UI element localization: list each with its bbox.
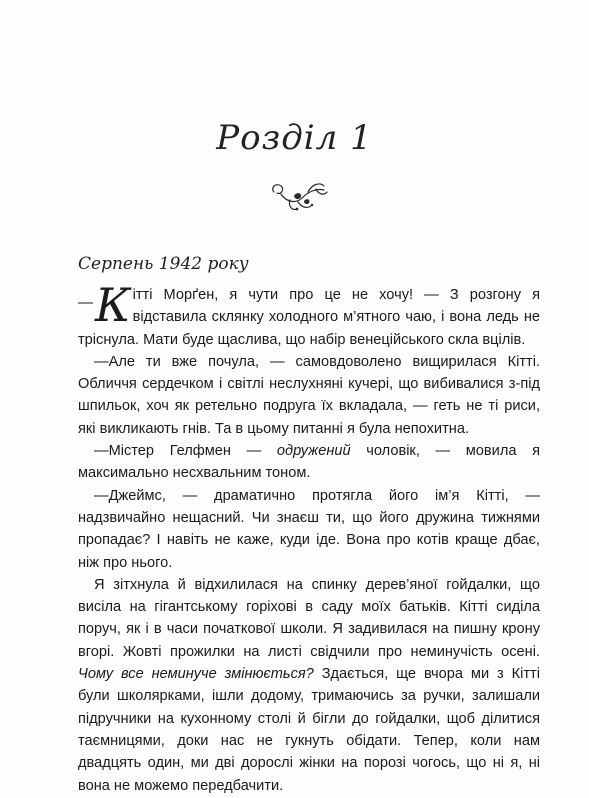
floral-swirl-icon xyxy=(268,178,330,216)
date-heading: Серпень 1942 року xyxy=(78,254,249,274)
paragraph-3-emphasis: одружений xyxy=(276,443,351,460)
paragraph-5 xyxy=(78,574,540,797)
paragraph-5-text-start: Я зітхнула й відхилилася на спинку дерев’яної гойдалки, що висіла на гігантському горіхові в саду моїх батьків. Кітті сиділа поруч, як і в часи початкової школи. Я задивилася на пишну крону вгорі. Жовті прожилки на листі свідчили про неминучість осені. xyxy=(78,576,540,660)
drop-cap: К xyxy=(95,278,131,332)
paragraph-3-text-end: чоловік, — мовила я максимально несхвальним тоном. xyxy=(78,443,541,482)
chapter-title: Розділ 1 xyxy=(216,118,373,158)
paragraph-1-text: ітті Морґен, я чути про це не хочу! — З розгону я відставила склянку холодного м’ятного чаю, і вона ледь не тріснула. Мати буде щаслива, що набір венеційського скла вцілів. xyxy=(78,287,540,348)
paragraph-5-emphasis: Чому все неминуче змінюється? xyxy=(78,666,314,683)
paragraph-3 xyxy=(78,440,540,485)
paragraph-1 xyxy=(78,278,540,351)
paragraph-3-text-start: —Містер Гелфмен — xyxy=(94,443,277,460)
paragraph-2-text: —Але ти вже почула, — самовдоволено вищирилася Кітті. Обличчя сердечком і світлі неслухняні кучері, що вибивалися з-під шпильок, хоч як ретельно подруга їх вкладала, — геть не ті риси, які викликають гнів. Та в цьому питанні я була непохитна. xyxy=(78,353,540,437)
body-text xyxy=(78,278,541,797)
paragraph-2 xyxy=(78,351,540,440)
paragraph-4-text: —Джеймс, — драматично протягла його ім’я Кітті, — надзвичайно нещасний. Чи знаєш ти, що його дружина тижнями пропадає? І навіть не каже, куди іде. Вона про котів краще дбає, ніж про нього. xyxy=(78,487,540,571)
paragraph-4 xyxy=(78,485,540,574)
dialogue-dash: — xyxy=(78,294,93,311)
paragraph-5-text-end: Здається, ще вчора ми з Кітті були школярками, ішли додому, тримаючись за ручки, залишали підручники на кухонному столі й бігли до гойдалки, щоб ділитися таємницями, доки нас не гукнуть обідати. Тепер, коли нам двадцять один, ми дві дорослі жінки на порозі чогось, що ні я, ні вона не можемо передбачити. xyxy=(78,666,540,794)
